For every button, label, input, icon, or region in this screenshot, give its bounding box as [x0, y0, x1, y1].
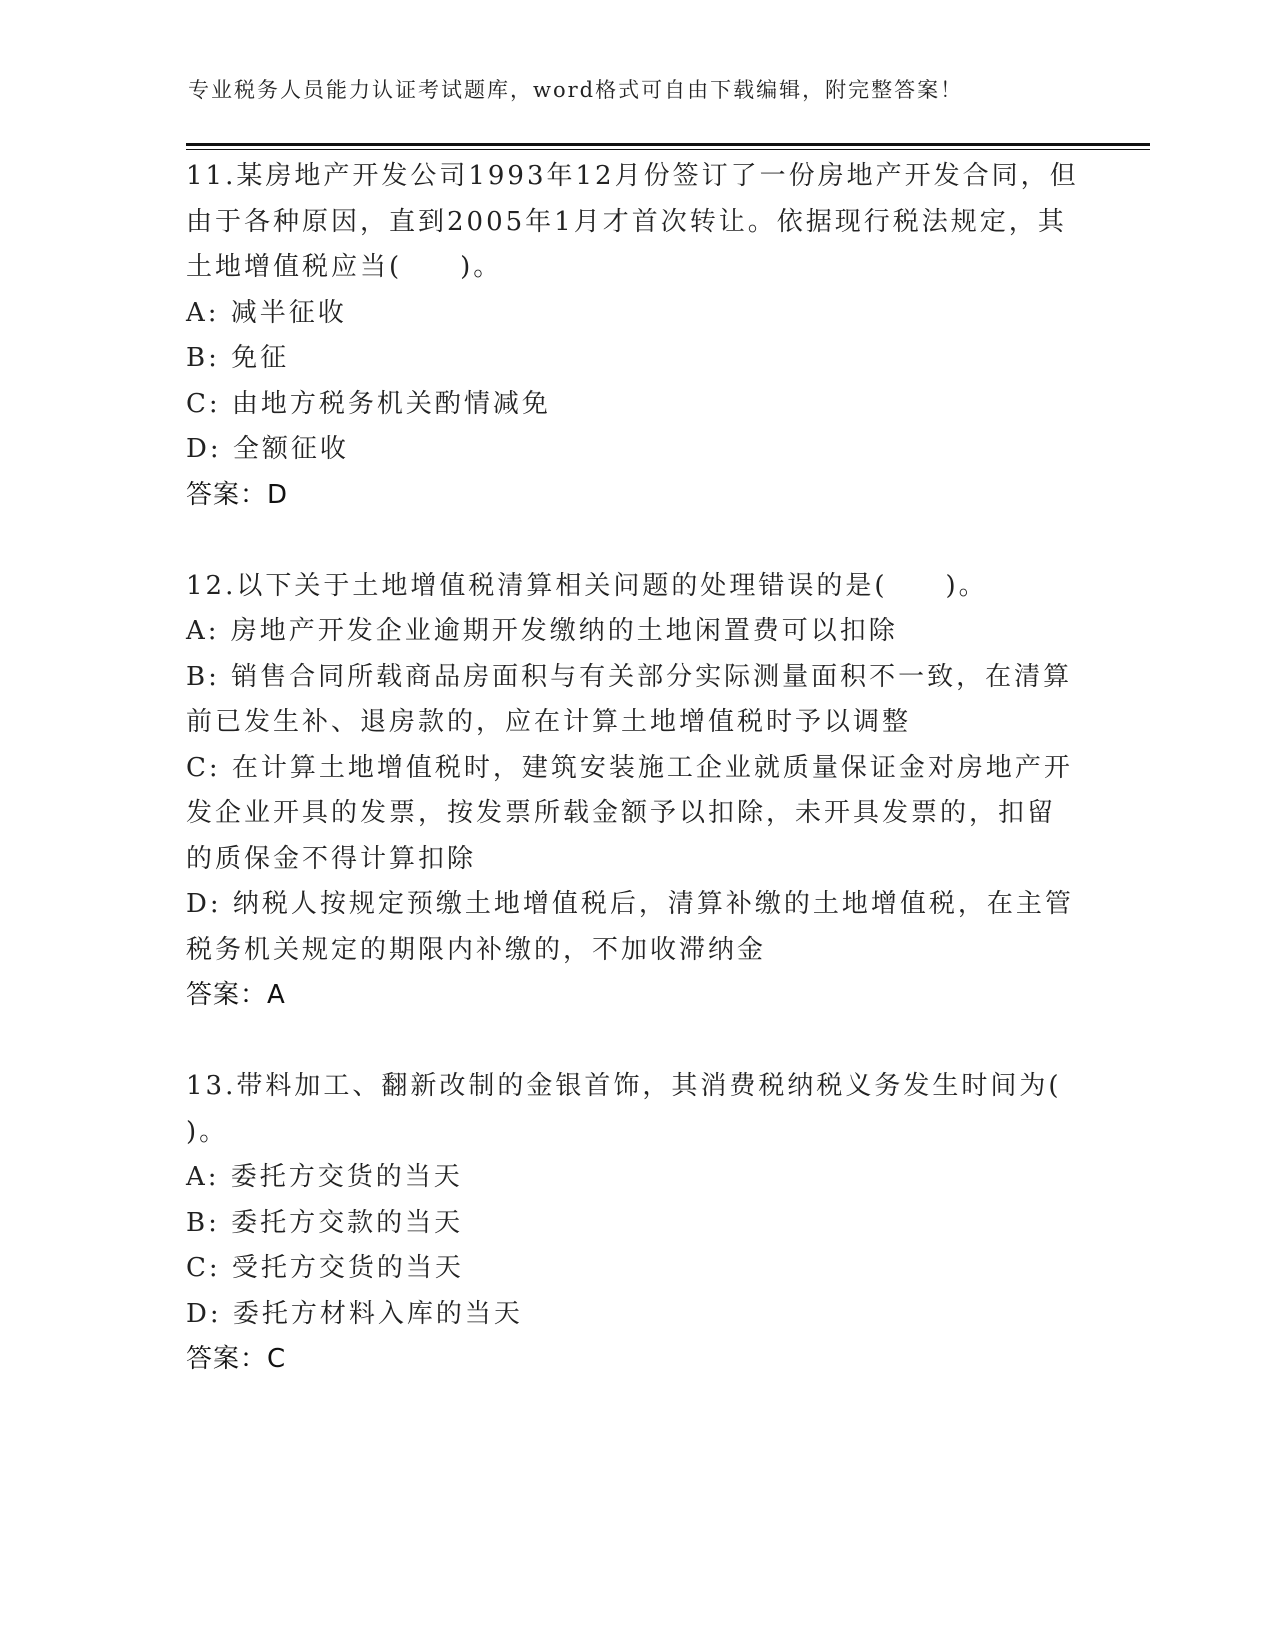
page-header: 专业税务人员能力认证考试题库，word格式可自由下载编辑，附完整答案！ [188, 78, 964, 102]
spacer [186, 1019, 1086, 1065]
option-d: D: 委托方材料入库的当天 [186, 1298, 523, 1329]
option-a: A: 委托方交货的当天 [186, 1162, 463, 1192]
option-b: B: 委托方交款的当天 [186, 1207, 464, 1238]
spacer [186, 518, 1086, 564]
answer: 答案：D [186, 479, 289, 510]
option-a: A: 房地产开发企业逾期开发缴纳的土地闲置费可以扣除 [186, 616, 898, 646]
option-c: C: 在计算土地增值税时，建筑安装施工企业就质量保证金对房地产开 [186, 752, 1073, 783]
question-text-line: 13.带料加工、翻新改制的金银首饰，其消费税纳税义务发生时间为( [186, 1071, 1062, 1101]
question-text-line: )。 [186, 1116, 229, 1147]
question-list [186, 154, 1086, 1383]
option-b-cont: 前已发生补、退房款的，应在计算土地增值税时予以调整 [186, 707, 912, 737]
question-text-line: 土地增值税应当( )。 [186, 252, 503, 282]
question-12 [186, 564, 1086, 1019]
option-d: D: 纳税人按规定预缴土地增值税后，清算补缴的土地增值税，在主管 [186, 889, 1074, 919]
question-text-line: 11.某房地产开发公司1993年12月份签订了一份房地产开发合同，但 [186, 161, 1079, 191]
answer: 答案：C [186, 1344, 287, 1374]
header-rule-thin [186, 149, 1150, 150]
question-11 [186, 154, 1086, 518]
option-b: B: 免征 [186, 343, 290, 373]
question-text-line: 12.以下关于土地增值税清算相关问题的处理错误的是( )。 [186, 570, 988, 601]
option-c: C: 由地方税务机关酌情减免 [186, 388, 551, 419]
option-a: A: 减半征收 [186, 297, 347, 328]
option-c: C: 受托方交货的当天 [186, 1253, 464, 1283]
option-c-cont: 发企业开具的发票，按发票所载金额予以扣除，未开具发票的，扣留 [186, 798, 1057, 828]
option-b: B: 销售合同所载商品房面积与有关部分实际测量面积不一致，在清算 [186, 661, 1073, 692]
question-13 [186, 1064, 1086, 1383]
answer: 答案：A [186, 980, 286, 1010]
question-text-line: 由于各种原因，直到2005年1月才首次转让。依据现行税法规定，其 [186, 206, 1067, 237]
header-rule-thick [186, 143, 1150, 146]
option-d-cont: 税务机关规定的期限内补缴的，不加收滞纳金 [186, 934, 767, 965]
option-d: D: 全额征收 [186, 434, 349, 464]
option-c-cont: 的质保金不得计算扣除 [186, 843, 477, 874]
